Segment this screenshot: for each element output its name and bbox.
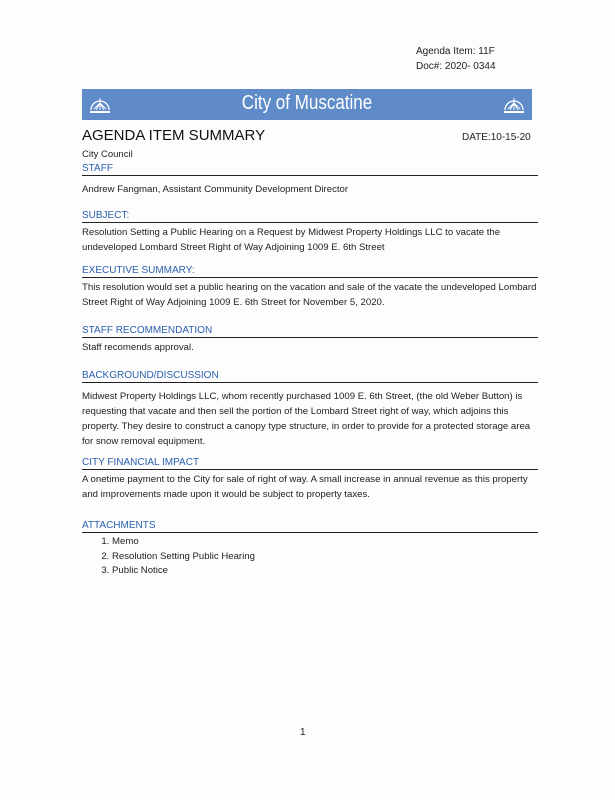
section-staff [82, 163, 538, 197]
section-text: Staff recomends approval. [82, 342, 194, 353]
section-attachments [82, 520, 538, 579]
section-text: Resolution Setting a Public Hearing on a Request by Midwest Property Holdings LLC to vacate the undeveloped Lombard Street Right of Way Adjoining 1009 E. 6th Street [82, 227, 501, 253]
section-heading: BACKGROUND/DISCUSSION [82, 370, 538, 383]
section-heading: SUBJECT: [82, 210, 538, 223]
section-heading: EXECUTIVE SUMMARY: [82, 265, 538, 278]
city-logo-icon [502, 93, 526, 115]
city-logo-icon [88, 93, 112, 115]
section-executive-summary [82, 265, 538, 310]
section-heading: ATTACHMENTS [82, 520, 538, 533]
section-text: A onetime payment to the City for sale of right of way. A small increase in annual revenue as this property and improvements made upon it would be subject to property taxes. [82, 474, 528, 500]
section-heading: CITY FINANCIAL IMPACT [82, 457, 538, 470]
body-name: City Council [82, 149, 133, 160]
attachment-item: 3. Public Notice [112, 564, 538, 579]
doc-number: Doc#: 2020- 0344 [416, 61, 496, 72]
page-number: 1 [300, 727, 306, 738]
attachment-list [82, 535, 538, 579]
agenda-item: Agenda Item: 11F [416, 46, 495, 57]
banner-title: City of Muscatine [241, 92, 373, 114]
section-financial-impact [82, 457, 538, 502]
date: DATE:10-15-20 [462, 132, 531, 143]
attachment-item: 2. Resolution Setting Public Hearing [112, 550, 538, 565]
section-background [82, 370, 538, 449]
section-heading: STAFF [82, 163, 538, 176]
section-heading: STAFF RECOMMENDATION [82, 325, 538, 338]
section-text: Andrew Fangman, Assistant Community Development Director [82, 184, 349, 195]
section-staff-recommendation [82, 325, 538, 355]
attachment-item: 1. Memo [112, 535, 538, 550]
section-subject [82, 210, 538, 255]
section-text: This resolution would set a public hearing on the vacation and sale of the vacate the undeveloped Lombard Street Right of Way Adjoining 1009 E. 6th Street for November 5, 2020. [82, 282, 537, 308]
section-text: Midwest Property Holdings LLC, whom recently purchased 1009 E. 6th Street, (the old Weber Button) is requesting that vacate and then sell the portion of the Lombard Street right of way, which adjoins this property. They desire to construct a canopy type structure, in order to provide for a protected storage area for snow removal equipment. [82, 391, 531, 447]
city-banner [82, 89, 532, 120]
page-title: AGENDA ITEM SUMMARY [82, 127, 266, 144]
